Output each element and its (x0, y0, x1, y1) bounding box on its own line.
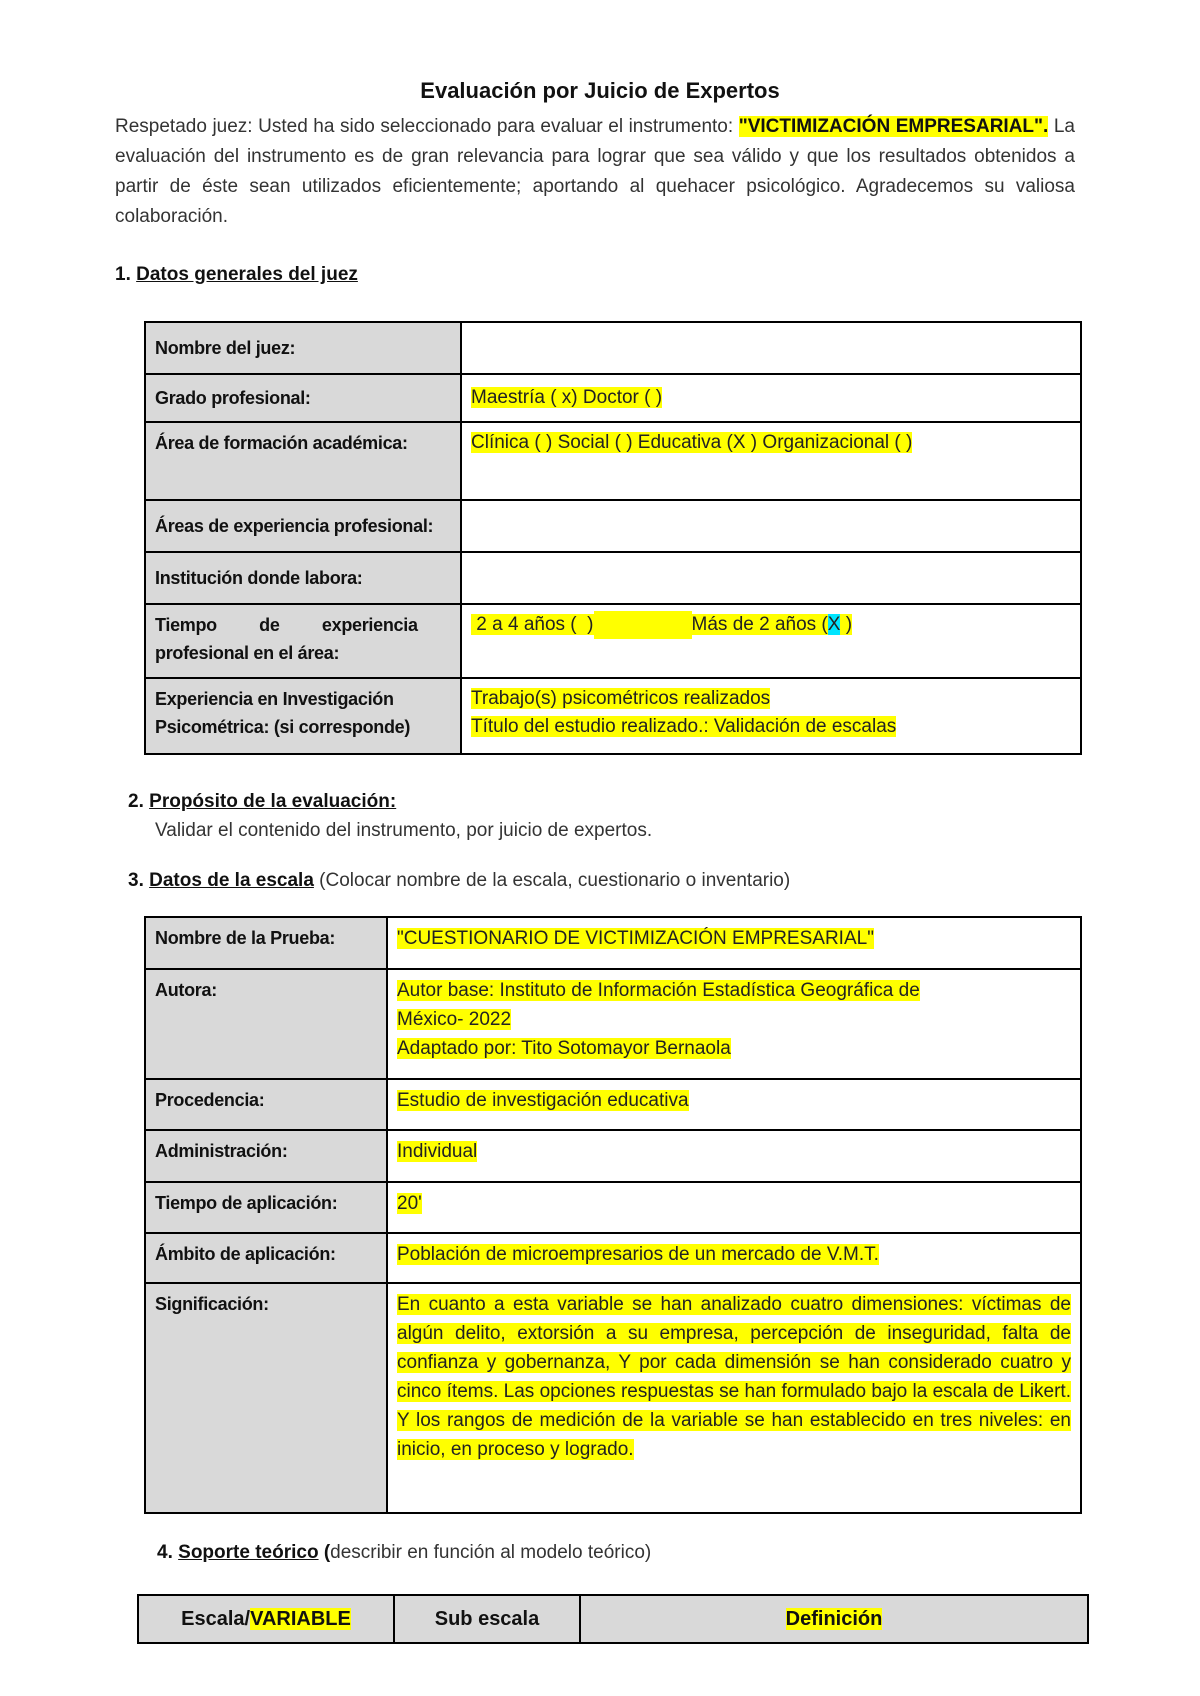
section-2: 2. Propósito de la evaluación: Validar el contenido del instrumento, por juicio de expertos. (128, 791, 653, 841)
section-3-heading: 3. Datos de la escala (Colocar nombre de la escala, cuestionario o inventario) (128, 870, 791, 891)
research-field[interactable]: Trabajo(s) psicométricos realizados Título del estudio realizado.: Validación de escalas (461, 678, 1081, 754)
judge-name-field[interactable] (461, 322, 1081, 374)
section-1-heading: 1. Datos generales del juez (115, 264, 358, 285)
section-4-note: describir en función al modelo teórico) (330, 1542, 652, 1563)
origin-field[interactable]: Estudio de investigación educativa (387, 1079, 1081, 1130)
research-label: Experiencia en Investigación Psicométrica: (si corresponde) (145, 678, 461, 754)
experience-time-field[interactable]: 2 a 4 años ( ) Más de 2 años (X ) (461, 604, 1081, 678)
section-4-heading: 4. Soporte teórico (describir en función al modelo teórico) (157, 1542, 652, 1563)
application-time-label: Tiempo de aplicación: (145, 1182, 387, 1233)
author-label: Autora: (145, 969, 387, 1079)
grade-label: Grado profesional: (145, 374, 461, 422)
scope-label: Ámbito de aplicación: (145, 1233, 387, 1283)
meaning-label: Significación: (145, 1283, 387, 1513)
col-header-scale: Escala/VARIABLE (138, 1595, 394, 1643)
selected-mark: X (827, 614, 841, 635)
test-name-field[interactable]: "CUESTIONARIO DE VICTIMIZACIÓN EMPRESARIAL" (387, 917, 1081, 969)
institution-label: Institución donde labora: (145, 552, 461, 604)
section-2-text: Validar el contenido del instrumento, por juicio de expertos. (155, 820, 653, 841)
institution-field[interactable] (461, 552, 1081, 604)
scale-data-table (144, 916, 1082, 1514)
intro-text-2: La evaluación del instrumento es de gran relevancia para lograr que sea válido y que los resultados obtenidos a partir de éste sean utilizados eficientemente; aportando al quehacer psicológico. Agradecemos su valiosa colaboración. (115, 116, 1075, 227)
experience-time-label: Tiempo de experiencia profesional en el área: (145, 604, 461, 678)
judge-name-label: Nombre del juez: (145, 322, 461, 374)
administration-field[interactable]: Individual (387, 1130, 1081, 1182)
section-4-title: Soporte teórico (178, 1542, 319, 1563)
grade-field[interactable]: Maestría ( x) Doctor ( ) (461, 374, 1081, 422)
theory-table (137, 1594, 1089, 1644)
area-label: Área de formación académica: (145, 422, 461, 500)
section-2-title: Propósito de la evaluación: (149, 791, 397, 812)
intro-paragraph (115, 112, 1075, 232)
col-header-definition: Definición (580, 1595, 1088, 1643)
section-3-title: Datos de la escala (149, 870, 314, 891)
judge-data-table (144, 321, 1082, 755)
page-title: Evaluación por Juicio de Expertos (420, 78, 780, 103)
section-1-title: Datos generales del juez (136, 264, 358, 285)
scope-field[interactable]: Población de microempresarios de un mercado de V.M.T. (387, 1233, 1081, 1283)
application-time-field[interactable]: 20' (387, 1182, 1081, 1233)
intro-text-1: Respetado juez: Usted ha sido seleccionado para evaluar el instrumento: (115, 116, 739, 137)
area-field[interactable]: Clínica ( ) Social ( ) Educativa (X ) Organizacional ( ) (461, 422, 1081, 500)
experience-areas-field[interactable] (461, 500, 1081, 552)
meaning-field[interactable]: En cuanto a esta variable se han analizado cuatro dimensiones: víctimas de algún delito, extorsión a su empresa, percepción de inseguridad, falta de confianza y gobernanza, Y por cada dimensión se han considerado cuatro y cinco ítems. Las opciones respuestas se han formulado bajo la escala de Likert. Y los rangos de medición de la variable se han establecido en tres niveles: en inicio, en proceso y logrado. (387, 1283, 1081, 1513)
origin-label: Procedencia: (145, 1079, 387, 1130)
test-name-label: Nombre de la Prueba: (145, 917, 387, 969)
experience-areas-label: Áreas de experiencia profesional: (145, 500, 461, 552)
administration-label: Administración: (145, 1130, 387, 1182)
author-field[interactable]: Autor base: Instituto de Información Estadística Geográfica de México- 2022 Adaptado por: Tito Sotomayor Bernaola (387, 969, 1081, 1079)
section-3-note: (Colocar nombre de la escala, cuestionario o inventario) (313, 870, 791, 891)
col-header-subscale: Sub escala (394, 1595, 580, 1643)
instrument-name: "VICTIMIZACIÓN EMPRESARIAL". (738, 116, 1049, 137)
